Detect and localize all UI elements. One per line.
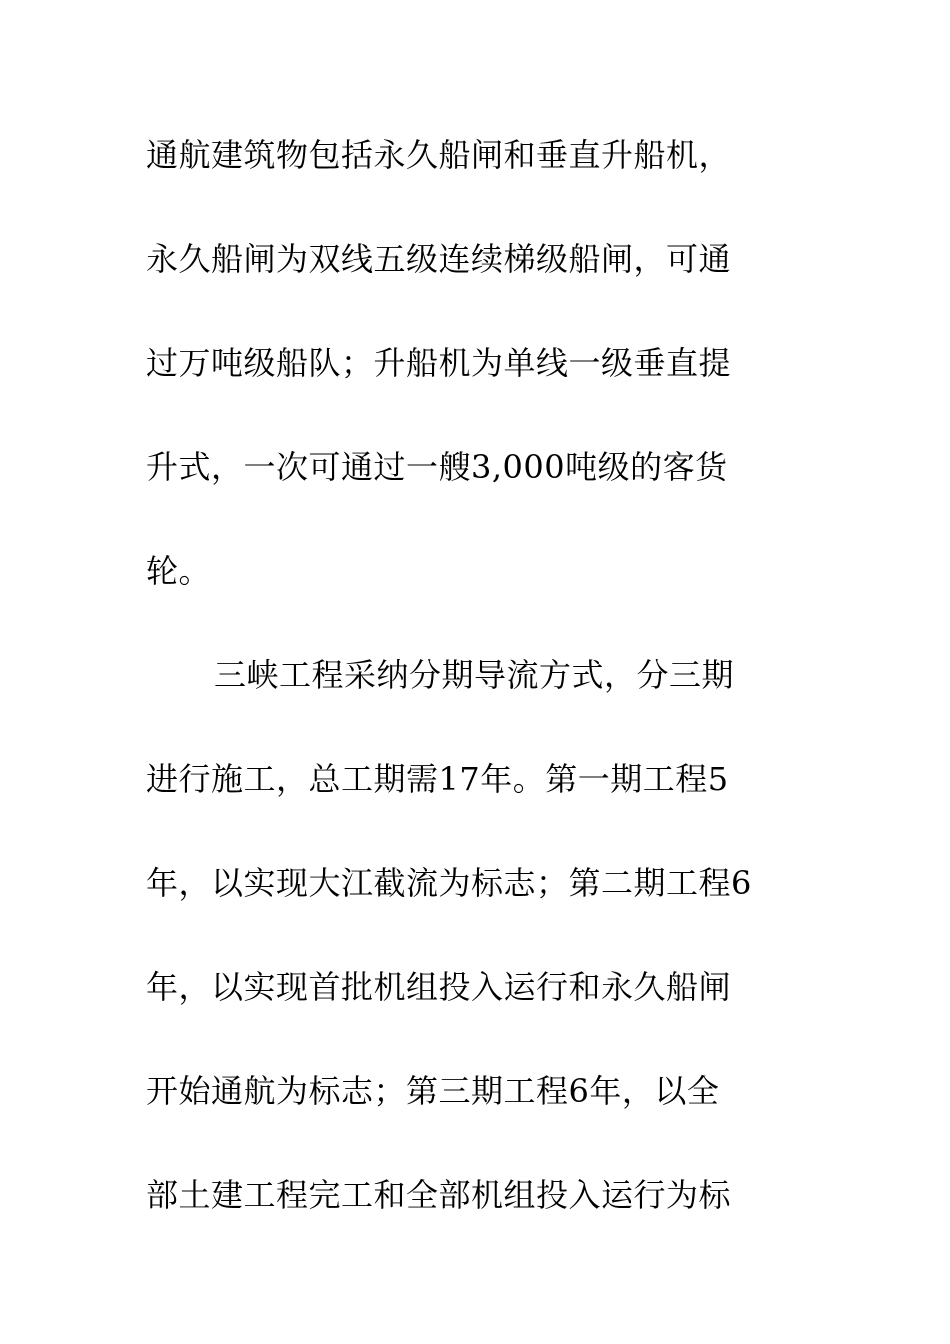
- text-line: 过万吨级船队；升船机为单线一级垂直提: [146, 344, 732, 382]
- text-line-indented: 三峡工程采纳分期导流方式，分三期: [214, 656, 735, 694]
- text-line: 年，以实现大江截流为标志；第二期工程6: [146, 864, 752, 902]
- text-line: 部土建工程完工和全部机组投入运行为标: [146, 1176, 732, 1214]
- paragraph-1: [146, 123, 826, 643]
- text-line: 轮。: [146, 552, 212, 590]
- text-line: 永久船闸为双线五级连续梯级船闸，可通: [146, 240, 732, 278]
- document-body: [146, 123, 826, 1267]
- text-line: 进行施工，总工期需17年。第一期工程5: [146, 760, 729, 798]
- text-line: 通航建筑物包括永久船闸和垂直升船机，: [146, 136, 732, 174]
- paragraph-2: [146, 643, 826, 1267]
- text-line: 开始通航为标志；第三期工程6年，以全: [146, 1072, 720, 1110]
- text-line: 年，以实现首批机组投入运行和永久船闸: [146, 968, 732, 1006]
- text-line: 升式，一次可通过一艘3,000吨级的客货: [146, 448, 728, 486]
